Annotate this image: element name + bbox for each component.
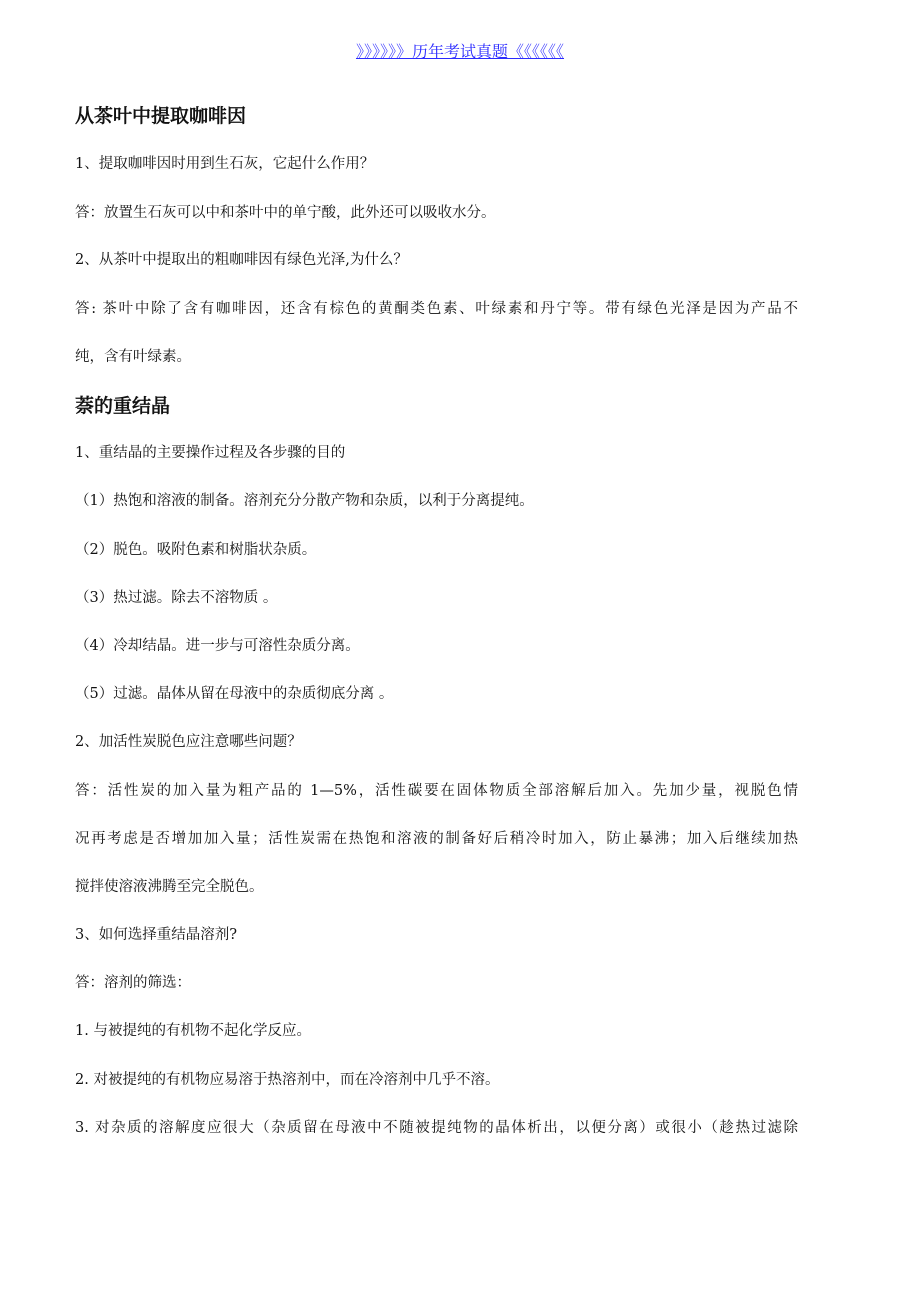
answer-3-intro: 答：溶剂的筛选：: [75, 975, 191, 991]
answer-1: 答：放置生石灰可以中和茶叶中的单宁酸，此外还可以吸收水分。: [75, 205, 496, 221]
step-4: （4）冷却结晶。进一步与可溶性杂质分离。: [75, 638, 360, 654]
step-5: （5）过滤。晶体从留在母液中的杂质彻底分离 。: [75, 686, 394, 702]
answer-2-line-2: 况再考虑是否增加加入量；活性炭需在热饱和溶液的制备好后稍冷时加入，防止暴沸；加入后继续加热: [75, 831, 798, 847]
header-exam-link[interactable]: 》》》》》》历年考试真题《《《《《《: [355, 42, 564, 61]
step-2: （2）脱色。吸附色素和树脂状杂质。: [75, 542, 317, 558]
answer-2-line-2: 纯，含有叶绿素。: [75, 349, 191, 365]
question-2: 2、从茶叶中提取出的粗咖啡因有绿色光泽,为什么？: [75, 252, 408, 268]
step-3: （3）热过滤。除去不溶物质 。: [75, 590, 278, 606]
step-1: （1）热饱和溶液的制备。溶剂充分分散产物和杂质，以利于分离提纯。: [75, 493, 534, 509]
question-1: 1、重结晶的主要操作过程及各步骤的目的: [75, 445, 346, 461]
answer-3-item-3: 3. 对杂质的溶解度应很大（杂质留在母液中不随被提纯物的晶体析出，以便分离）或很小（趁热过滤除: [75, 1120, 798, 1136]
answer-2-line-1: 答: 茶叶中除了含有咖啡因，还含有棕色的黄酮类色素、叶绿素和丹宁等。带有绿色光泽是因为产品不: [75, 301, 798, 317]
answer-3-item-2: 2. 对被提纯的有机物应易溶于热溶剂中，而在冷溶剂中几乎不溶。: [75, 1072, 500, 1088]
section-heading-naphthalene: 萘的重结晶: [75, 395, 171, 417]
answer-2-line-3: 搅拌使溶液沸腾至完全脱色。: [75, 879, 264, 895]
question-2: 2、加活性炭脱色应注意哪些问题？: [75, 734, 302, 750]
question-1: 1、提取咖啡因时用到生石灰，它起什么作用？: [75, 156, 375, 172]
answer-3-item-1: 1. 与被提纯的有机物不起化学反应。: [75, 1023, 311, 1039]
question-3: 3、如何选择重结晶溶剂?: [75, 927, 237, 943]
answer-2-line-1: 答：活性炭的加入量为粗产品的 1—5%，活性碳要在固体物质全部溶解后加入。先加少量，视脱色情: [75, 783, 798, 799]
section-heading-caffeine: 从茶叶中提取咖啡因: [75, 105, 247, 127]
